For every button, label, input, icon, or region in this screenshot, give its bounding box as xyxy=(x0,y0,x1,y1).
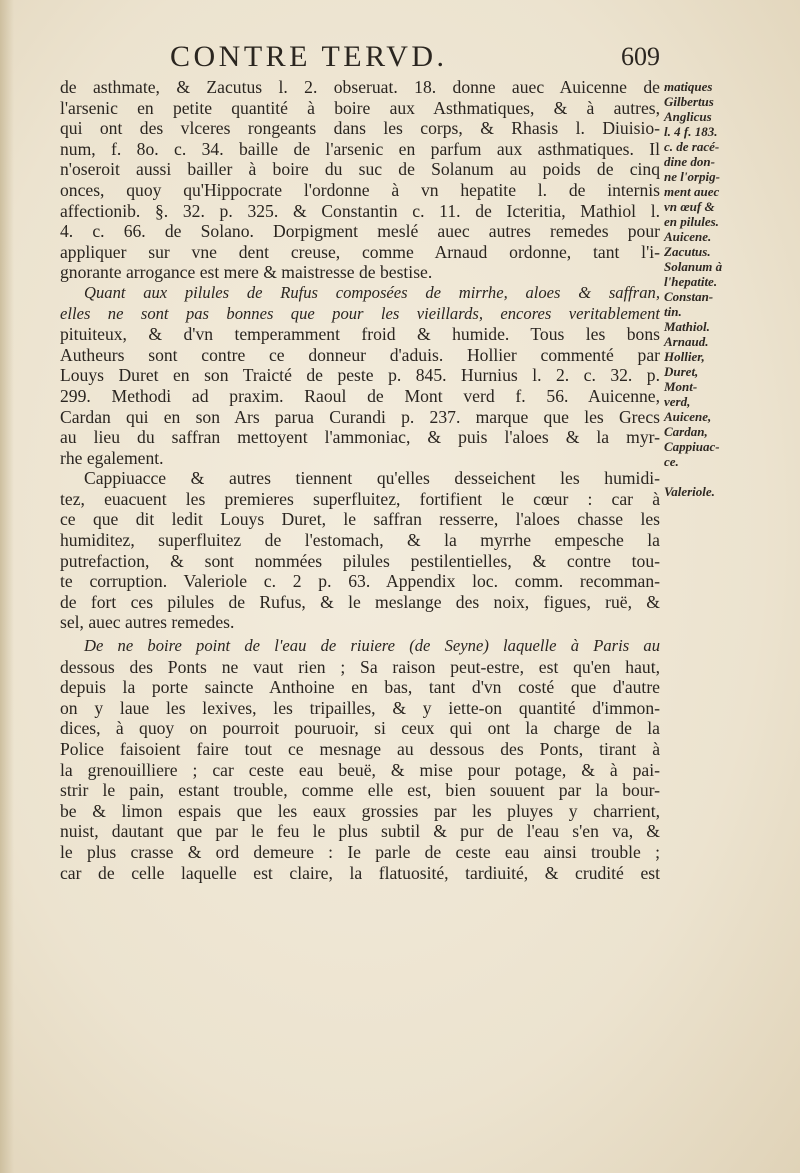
text-line: nuist, dautant que par le feu le plus subtil & pur de l'eau s'en va, & xyxy=(60,821,660,842)
margin-note: verd, xyxy=(664,394,691,409)
text-line: affectionib. §. 32. p. 325. & Constantin c. 11. de Icteritia, Mathiol l. xyxy=(60,200,660,221)
margin-note: Gilbertus xyxy=(664,94,714,109)
margin-note: matiques xyxy=(664,79,713,94)
margin-note: Mont- xyxy=(664,379,698,394)
margin-note: Auicene, xyxy=(664,409,712,424)
text-line: de asthmate, & Zacutus l. 2. obseruat. 18. donne auec Auicenne de xyxy=(60,77,660,97)
margin-note: Cappiuac- xyxy=(664,439,720,454)
text-line: on y laue les lexives, les tripailles, & y iette-on quantité d'immon- xyxy=(60,697,660,718)
text-line: rhe egalement. xyxy=(60,447,164,468)
margin-note: Mathiol. xyxy=(664,319,710,334)
margin-note: en pilules. xyxy=(664,214,719,229)
margin-note: Arnaud. xyxy=(664,334,709,349)
text-line: pituiteux, & d'vn temperamment froid & humide. Tous les bons xyxy=(60,324,660,345)
text-line: humiditez, superfluitez de l'estomach, & la myrrhe empesche la xyxy=(60,530,660,551)
text-line: Cardan qui en son Ars parua Curandi p. 237. marque que les Grecs xyxy=(60,406,660,427)
text-line: Quant aux pilules de Rufus composées de mirrhe, aloes & saffran, xyxy=(84,282,660,302)
margin-note: dine don- xyxy=(664,154,715,169)
text-line: elles ne sont pas bonnes que pour les vieillards, encores veritablement xyxy=(60,303,660,323)
text-line: ce que dit ledit Louys Duret, le saffran resserre, l'aloes chasse les xyxy=(60,509,660,530)
text-line: qui ont des vlceres rongeants dans les corps, & Rhasis l. Diuisio- xyxy=(60,118,660,139)
text-line: sel, auec autres remedes. xyxy=(60,612,235,633)
text-line: gnorante arrogance est mere & maistresse de bestise. xyxy=(60,262,433,283)
text-line: putrefaction, & sont nommées pilules pestilentielles, & contre tou- xyxy=(60,550,660,571)
text-line: te corruption. Valeriole c. 2 p. 63. Appendix loc. comm. recomman- xyxy=(60,571,660,592)
text-line: l'arsenic en petite quantité à boire aux Asthmatiques, & à autres, xyxy=(60,97,660,118)
margin-note xyxy=(664,469,784,484)
margin-note: l. 4 f. 183. xyxy=(664,124,718,139)
text-line: n'oseroit aussi bailler à boire du suc de Solanum au poids de cinq xyxy=(60,159,660,180)
margin-note: Solanum à xyxy=(664,259,723,274)
margin-note: c. de racé- xyxy=(664,139,720,154)
page-number: 609 xyxy=(621,42,660,71)
margin-note: Zacutus. xyxy=(664,244,711,259)
text-line: le plus crasse & ord demeure : Ie parle de ceste eau ainsi trouble ; xyxy=(60,841,660,862)
text-line: dices, à quoy on pourroit pouruoir, si ceux qui ont la charge de la xyxy=(60,718,660,739)
margin-note: Constan- xyxy=(664,289,714,304)
margin-note: Auicene. xyxy=(664,229,712,244)
main-text-column xyxy=(60,77,660,883)
margin-note: Valeriole. xyxy=(664,484,715,499)
text-line: strir le pain, estant trouble, comme elle est, bien souuent par la bour- xyxy=(60,780,660,801)
text-line: 4. c. 66. de Solano. Dorpigment meslé auec autres remedes pour xyxy=(60,221,660,242)
text-line: de fort ces pilules de Rufus, & le meslange des noix, figues, ruë, & xyxy=(60,591,660,612)
text-line: Cappiuacce & autres tiennent qu'elles desseichent les humidi- xyxy=(84,468,660,489)
page-edge-shadow xyxy=(0,0,14,1173)
text-line: 299. Methodi ad praxim. Raoul de Mont verd f. 56. Auicenne, xyxy=(60,385,660,406)
margin-note: l'hepatite. xyxy=(664,274,718,289)
text-line: De ne boire point de l'eau de riuiere (de Seyne) laquelle à Paris au xyxy=(84,636,660,656)
text-line: la grenouilliere ; car ceste eau beuë, & mise pour potage, & à pai- xyxy=(60,759,660,780)
page-header xyxy=(170,40,660,80)
text-line: dessous des Ponts ne vaut rien ; Sa raison peut-estre, est qu'en haut, xyxy=(60,656,660,677)
margin-note: Duret, xyxy=(664,364,699,379)
text-line: tez, euacuent les premieres superfluitez, fortifient le cœur : car à xyxy=(60,488,660,509)
margin-note: ne l'orpig- xyxy=(664,169,720,184)
text-line: appliquer sur vne dent creuse, comme Arnaud ordonne, tant l'i- xyxy=(60,241,660,262)
text-line: depuis la porte saincte Anthoine en bas, tant d'vn costé que d'autre xyxy=(60,677,660,698)
running-title: CONTRE TERVD. xyxy=(170,40,448,73)
text-line: be & limon espais que les eaux grossies par les pluyes y charrient, xyxy=(60,800,660,821)
text-line: Police faisoient faire tout ce mesnage au dessous des Ponts, tirant à xyxy=(60,739,660,759)
margin-note: ment auec xyxy=(664,184,720,199)
text-line: Louys Duret en son Traicté de peste p. 845. Hurnius l. 2. c. 32. p. xyxy=(60,365,660,386)
text-line: onces, quoy qu'Hippocrate l'ordonne à vn hepatite l. de internis xyxy=(60,179,660,200)
text-line: au lieu du saffran mettoyent l'ammoniac, & puis l'aloes & la myr- xyxy=(60,427,660,448)
margin-notes-column xyxy=(664,79,784,499)
text-line: Autheurs sont contre ce donneur d'aduis. Hollier commenté par xyxy=(60,344,660,365)
margin-note: vn œuf & xyxy=(664,199,715,214)
margin-note: Cardan, xyxy=(664,424,708,439)
text-line: car de celle laquelle est claire, la flatuosité, tardiuité, & crudité est xyxy=(60,862,660,883)
text-line: num, f. 8o. c. 34. baille de l'arsenic en parfum aux asthmatiques. Il xyxy=(60,138,660,159)
margin-note: tin. xyxy=(664,304,682,319)
margin-note: ce. xyxy=(664,454,679,469)
margin-note: Hollier, xyxy=(664,349,705,364)
margin-note: Anglicus xyxy=(664,109,712,124)
